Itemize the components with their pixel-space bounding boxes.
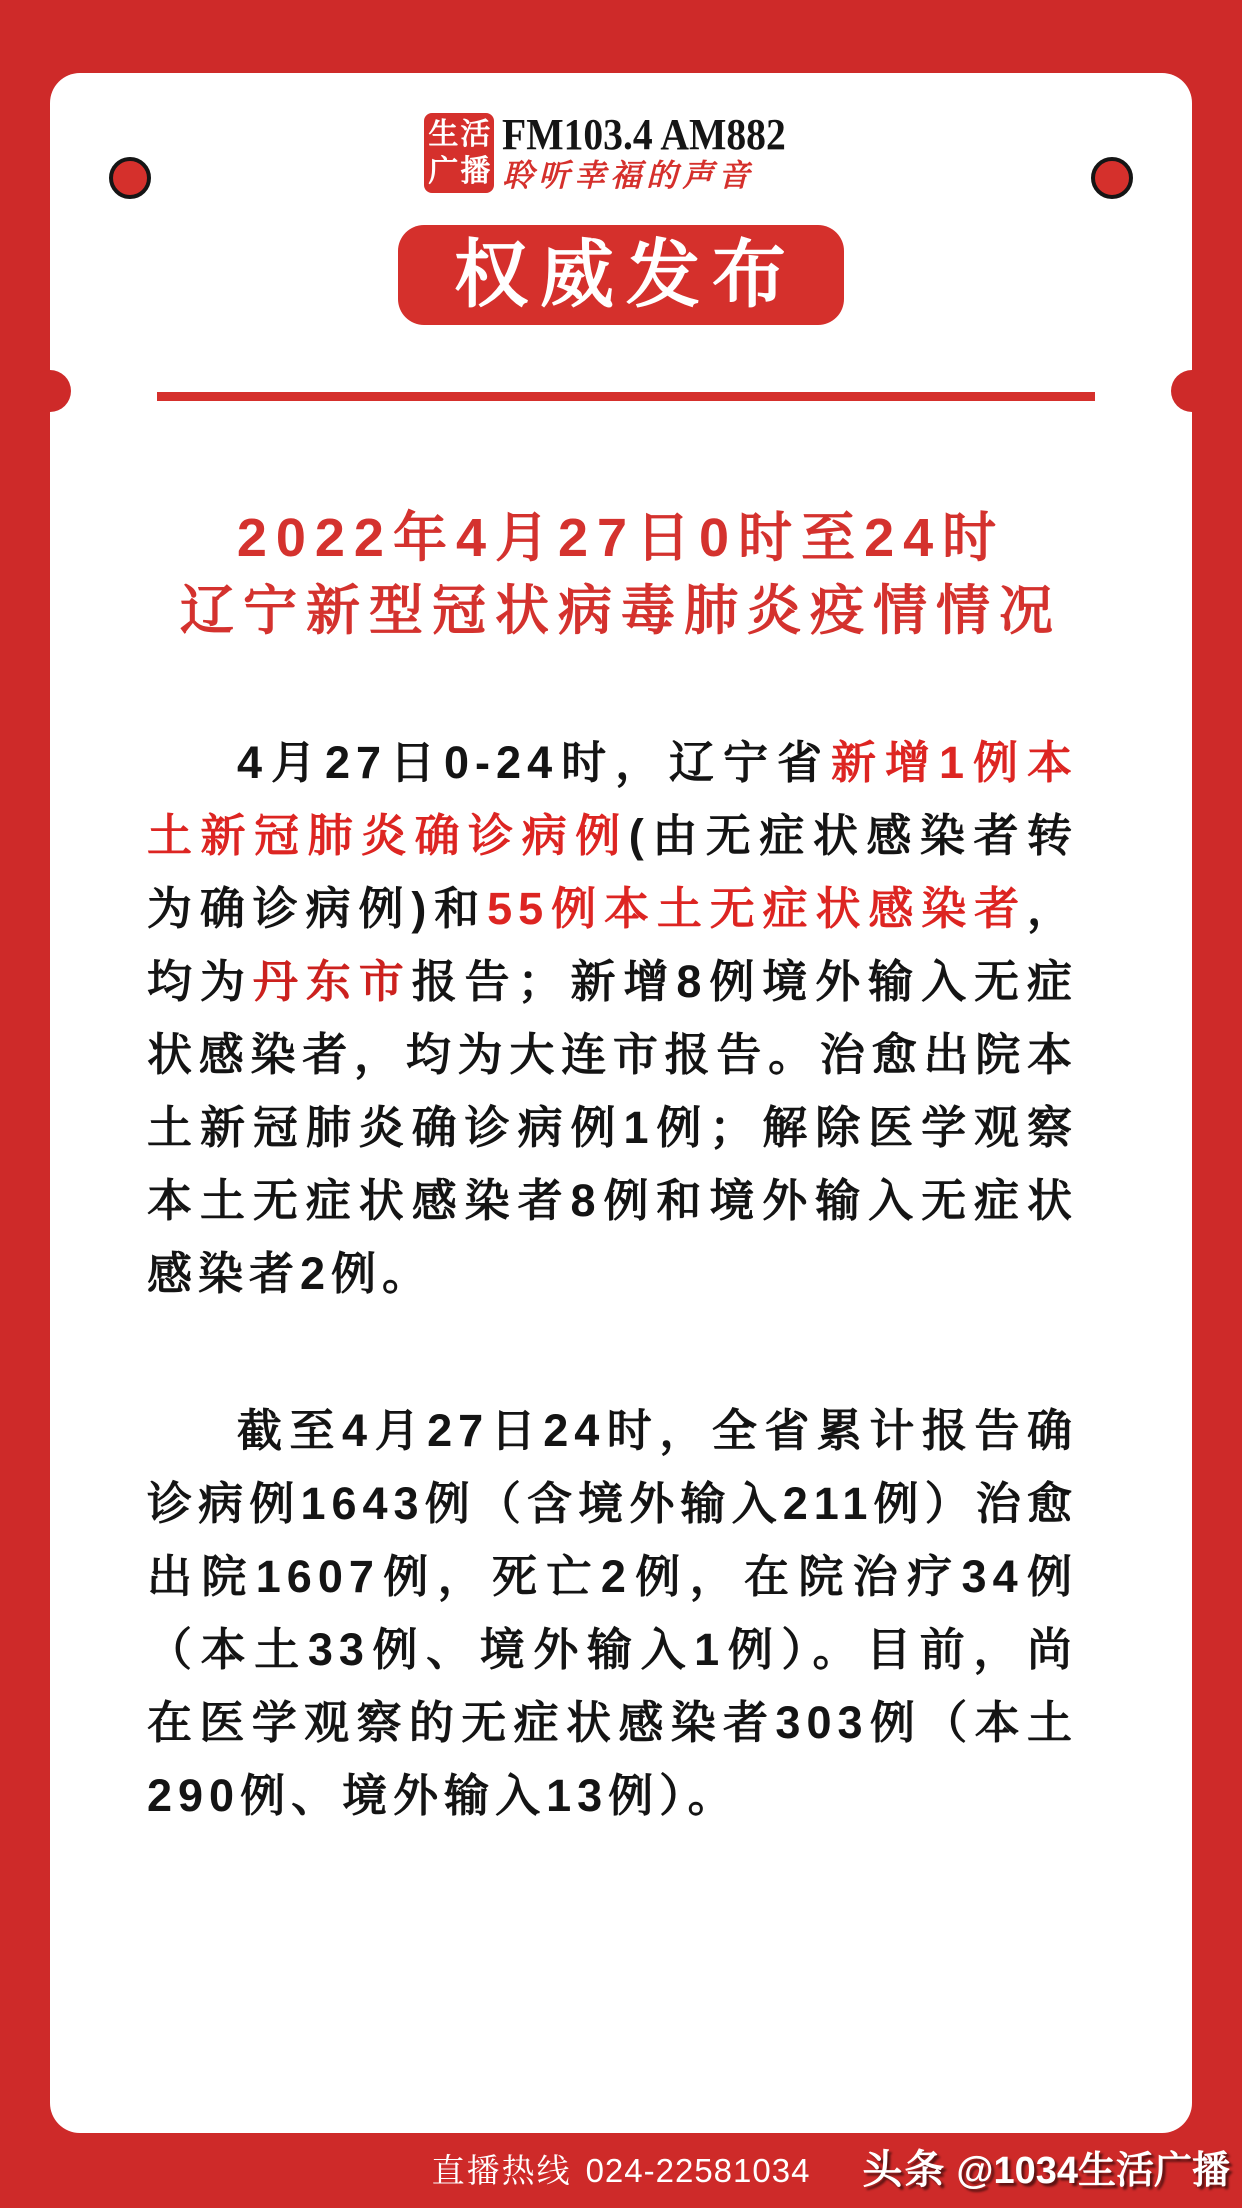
body-text-segment: ，均为 [147,883,1078,1007]
body-text-segment-city-highlight: 丹东市 [252,956,412,1007]
page-title-line2: 辽宁新型冠状病毒肺炎疫情情况 [180,581,1062,641]
ticket-notch-right [1171,370,1213,412]
station-frequency: FM103.4 AM882 [502,110,787,159]
station-logo-text [502,110,817,195]
bulletin-card [50,73,1192,2133]
authoritative-release-banner: 权威发布 [398,225,844,325]
page-title [50,502,1192,648]
toutiao-account [862,2133,1230,2208]
body-text-segment-highlight: 新增1例本土新冠肺炎确诊病例 [147,737,1078,861]
station-slogan: 聆听幸福的声音 [502,158,755,193]
ticket-notch-left [29,370,71,412]
body-text-segment-highlight: 55例本土无症状感染者 [487,883,1027,934]
hotline-label: 直播热线 [431,2152,572,2189]
hotline-number: 024-22581034 [585,2152,811,2189]
body-text-segment: 截至4月27日24时，全省累计报告确诊病例1643例（含境外输入211例）治愈出院1607例，死亡2例，在院治疗34例（本土33例、境外输入1例）。目前，尚在医学观察的无症状感染者303例（本土290例、境外输入13例）。 [147,1405,1078,1821]
station-logo-badge-line2: 广播 [428,155,493,188]
divider-line [157,392,1095,401]
body-text-segment: (由无症状感染者转为确诊病例)和 [147,810,1078,934]
toutiao-logo: 头条 [862,2148,947,2192]
station-logo [50,110,1192,195]
footer-band [0,2133,1242,2208]
paragraph-cumulative-report [147,1394,1078,1832]
page-title-line1: 2022年4月27日0时至24时 [236,508,1006,568]
station-logo-badge [424,113,494,193]
toutiao-handle: @1034生活广播 [956,2150,1230,2192]
body-text-segment: 报告；新增8例境外输入无症状感染者，均为大连市报告。治愈出院本土新冠肺炎确诊病例1例；解除医学观察本土无症状感染者8例和境外输入无症状感染者2例。 [147,956,1078,1299]
report-body [147,726,1078,1832]
body-text-segment: 4月27日0-24时，辽宁省 [237,737,832,788]
station-logo-badge-line1: 生活 [428,118,493,151]
paragraph-daily-report [147,726,1078,1310]
